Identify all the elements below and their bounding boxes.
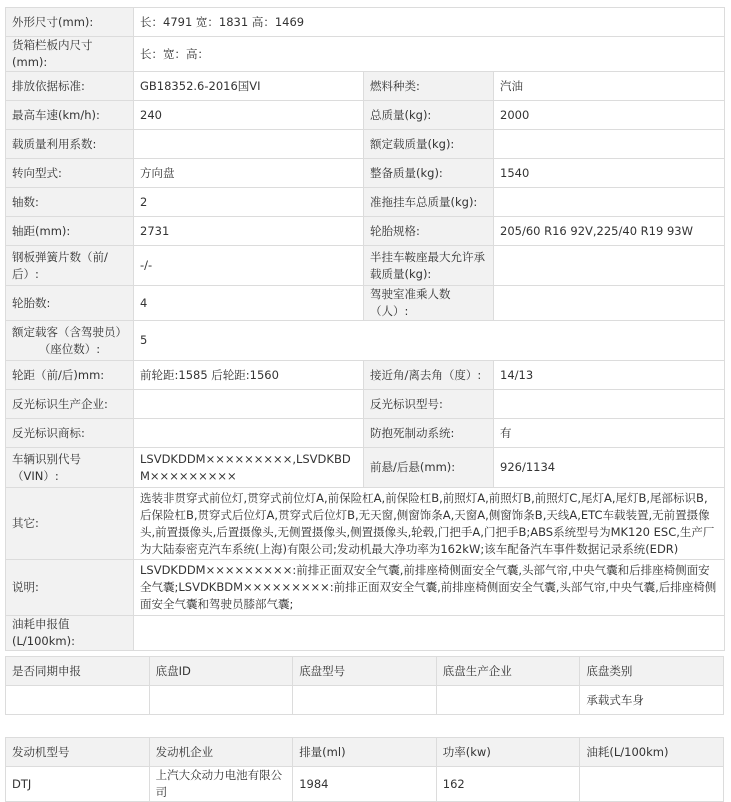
spec-label: 反光标识商标: <box>6 419 134 448</box>
column-header: 发动机企业 <box>149 738 293 767</box>
spec-value <box>494 246 725 286</box>
spec-label: 排放依据标准: <box>6 72 134 101</box>
table-row <box>6 130 725 159</box>
spec-value: 240 <box>134 101 364 130</box>
spec-label: 驾驶室准乘人数（人）: <box>364 286 494 321</box>
spec-value <box>494 130 725 159</box>
spec-value: 2000 <box>494 101 725 130</box>
table-row <box>6 448 725 488</box>
column-header: 是否同期申报 <box>6 657 150 686</box>
table-row <box>6 686 724 715</box>
table-cell: DTJ <box>6 767 150 802</box>
spec-value: 1540 <box>494 159 725 188</box>
table-row <box>6 286 725 321</box>
spec-label: 载质量利用系数: <box>6 130 134 159</box>
table-row <box>6 767 724 802</box>
spec-label: 反光标识生产企业: <box>6 390 134 419</box>
spec-label: 轮距（前/后)mm: <box>6 361 134 390</box>
spec-value <box>134 130 364 159</box>
spec-label: 额定载客（含驾驶员）（座位数）: <box>6 321 134 361</box>
spec-value: 4 <box>134 286 364 321</box>
spec-label: 说明: <box>6 560 134 616</box>
table-row <box>6 616 725 651</box>
spec-label: 整备质量(kg): <box>364 159 494 188</box>
spec-value <box>494 390 725 419</box>
column-header: 发动机型号 <box>6 738 150 767</box>
spec-value: 方向盘 <box>134 159 364 188</box>
spec-value <box>134 390 364 419</box>
column-header: 油耗(L/100km) <box>580 738 724 767</box>
table-cell <box>149 686 293 715</box>
column-header: 底盘生产企业 <box>436 657 580 686</box>
table-cell: 上汽大众动力电池有限公司 <box>149 767 293 802</box>
column-header: 功率(kw) <box>436 738 580 767</box>
spec-value: 有 <box>494 419 725 448</box>
column-header: 底盘型号 <box>293 657 437 686</box>
table-row <box>6 217 725 246</box>
table-row <box>6 321 725 361</box>
table-row <box>6 390 725 419</box>
spec-label: 钢板弹簧片数（前/后）: <box>6 246 134 286</box>
spec-value: LSVDKDDM×××××××××,LSVDKBDM××××××××× <box>134 448 364 488</box>
table-header-row <box>6 657 724 686</box>
spec-label: 轮胎规格: <box>364 217 494 246</box>
spec-label: 其它: <box>6 488 134 560</box>
spec-value <box>494 286 725 321</box>
spec-value: 长：宽：高： <box>134 37 725 72</box>
table-row <box>6 72 725 101</box>
table-cell: 1984 <box>293 767 437 802</box>
chassis-table <box>5 656 724 715</box>
spec-value: 5 <box>134 321 725 361</box>
spec-value: LSVDKDDM×××××××××:前排正面双安全气囊,前排座椅侧面安全气囊,头部气帘,中央气囊和后排座椅侧面安全气囊;LSVDKBDM×××××××××:前排正面双安全气囊,前排座椅侧面安全气囊,头部气帘,中央气囊,后排座椅侧面安全气囊和驾驶员膝部气囊; <box>134 560 725 616</box>
table-cell: 承载式车身 <box>580 686 724 715</box>
table-cell: 162 <box>436 767 580 802</box>
table-row <box>6 560 725 616</box>
spec-value: GB18352.6-2016国VI <box>134 72 364 101</box>
spec-value: 2731 <box>134 217 364 246</box>
table-cell <box>436 686 580 715</box>
table-row <box>6 246 725 286</box>
column-header: 底盘ID <box>149 657 293 686</box>
column-header: 底盘类别 <box>580 657 724 686</box>
spec-label: 接近角/离去角（度）: <box>364 361 494 390</box>
spec-value: 选装非贯穿式前位灯,贯穿式前位灯A,前保险杠A,前保险杠B,前照灯A,前照灯B,前照灯C,尾灯A,尾灯B,尾部标识B,后保险杠B,贯穿式后位灯A,贯穿式后位灯B,无天窗,侧窗饰条A,天窗A,侧窗饰条B,天线A,ETC车载装置,无前置摄像头,前置摄像头,后置摄像头,无侧置摄像头,侧置摄像头,轮毂,门把手A,门把手B;ABS系统型号为MK120 ESC,生产厂为大陆泰密克汽车系统(上海)有限公司;发动机最大净功率为162kW;该车配备汽车事件数据记录系统(EDR) <box>134 488 725 560</box>
table-row <box>6 159 725 188</box>
spec-value: 前轮距:1585 后轮距:1560 <box>134 361 364 390</box>
table-header-row <box>6 738 724 767</box>
table-row <box>6 101 725 130</box>
spec-label: 防抱死制动系统: <box>364 419 494 448</box>
spec-label: 反光标识型号: <box>364 390 494 419</box>
spec-label: 最高车速(km/h): <box>6 101 134 130</box>
table-row <box>6 419 725 448</box>
engine-table <box>5 737 724 802</box>
spec-value <box>494 188 725 217</box>
spec-value <box>134 419 364 448</box>
table-cell <box>6 686 150 715</box>
table-row <box>6 188 725 217</box>
spec-value: 2 <box>134 188 364 217</box>
spec-value: -/- <box>134 246 364 286</box>
table-row <box>6 488 725 560</box>
spec-label: 轴数: <box>6 188 134 217</box>
spec-label: 转向型式: <box>6 159 134 188</box>
spec-value: 926/1134 <box>494 448 725 488</box>
spec-label: 货箱栏板内尺寸(mm): <box>6 37 134 72</box>
spec-label: 外形尺寸(mm): <box>6 8 134 37</box>
spec-label: 总质量(kg): <box>364 101 494 130</box>
spec-label: 轴距(mm): <box>6 217 134 246</box>
table-row <box>6 37 725 72</box>
spec-label: 准拖挂车总质量(kg): <box>364 188 494 217</box>
spec-label: 油耗申报值(L/100km): <box>6 616 134 651</box>
spec-label: 额定载质量(kg): <box>364 130 494 159</box>
spec-label: 半挂车鞍座最大允许承载质量(kg): <box>364 246 494 286</box>
spec-label: 车辆识别代号（VIN）: <box>6 448 134 488</box>
table-row <box>6 8 725 37</box>
spec-value: 长：4791 宽：1831 高：1469 <box>134 8 725 37</box>
spec-value: 205/60 R16 92V,225/40 R19 93W <box>494 217 725 246</box>
table-row <box>6 361 725 390</box>
table-cell <box>580 767 724 802</box>
vehicle-spec-table <box>5 7 725 651</box>
spec-label: 轮胎数: <box>6 286 134 321</box>
table-cell <box>293 686 437 715</box>
spec-label: 前悬/后悬(mm): <box>364 448 494 488</box>
spec-value: 汽油 <box>494 72 725 101</box>
spec-label: 燃料种类: <box>364 72 494 101</box>
spec-value: 14/13 <box>494 361 725 390</box>
column-header: 排量(ml) <box>293 738 437 767</box>
spec-value <box>134 616 725 651</box>
